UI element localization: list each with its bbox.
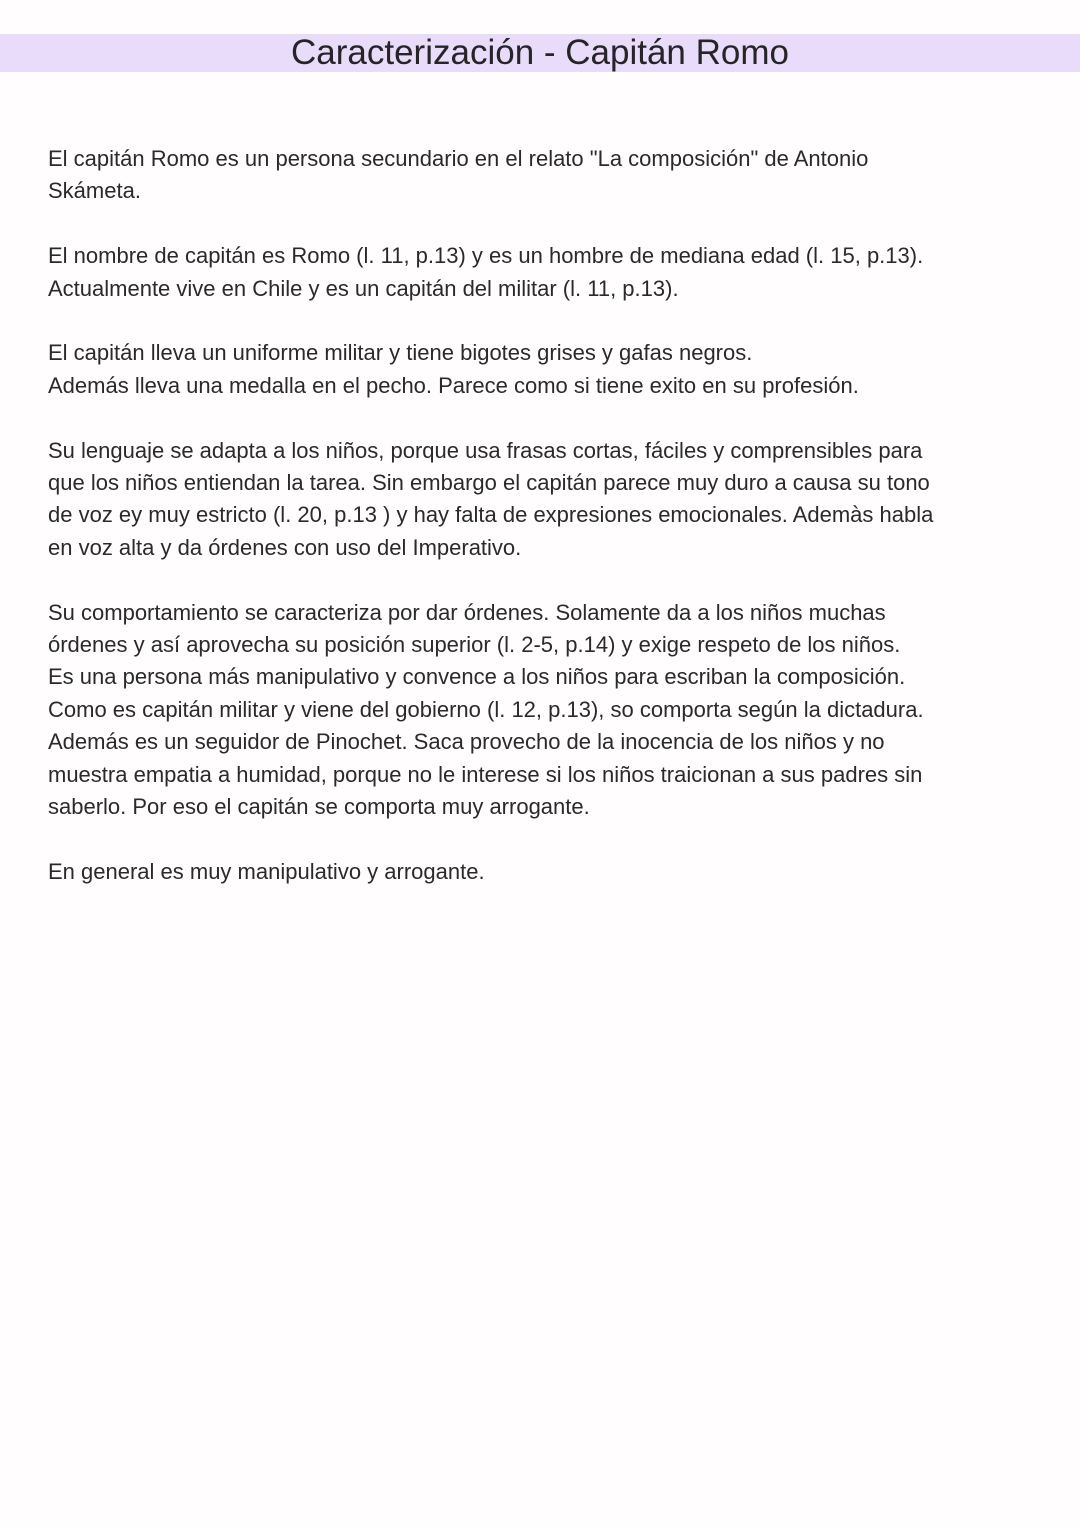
text-line: de voz ey muy estricto (l. 20, p.13 ) y hay falta de expresiones emocionales. Ademàs habla [48, 502, 934, 528]
text-line: En general es muy manipulativo y arrogante. [48, 858, 485, 884]
paragraph [48, 435, 1058, 565]
text-line: El nombre de capitán es Romo (l. 11, p.13) y es un hombre de mediana edad (l. 15, p.13). [48, 243, 924, 269]
document-body [48, 143, 1058, 921]
text-line: saberlo. Por eso el capitán se comporta muy arrogante. [48, 794, 590, 820]
page-title: Caracterización - Capitán Romo [291, 33, 789, 72]
text-line: El capitán Romo es un persona secundario en el relato "La composición" de Antonio [48, 146, 869, 171]
paragraph [48, 597, 1058, 824]
text-line: que los niños entiendan la tarea. Sin embargo el capitán parece muy duro a causa su tono [48, 470, 930, 496]
paragraph [48, 240, 1058, 305]
text-line: Su lenguaje se adapta a los niños, porque usa frasas cortas, fáciles y comprensibles para [48, 437, 923, 463]
text-line: Es una persona más manipulativo y convence a los niños para escriban la composición. [48, 664, 906, 690]
text-line: Además es un seguidor de Pinochet. Saca provecho de la inocencia de los niños y no [48, 729, 885, 755]
text-line: Como es capitán militar y viene del gobierno (l. 12, p.13), so comporta según la dictadura. [48, 696, 924, 722]
text-line: El capitán lleva un uniforme militar y tiene bigotes grises y gafas negros. [48, 340, 753, 366]
text-line: muestra empatia a humidad, porque no le interese si los niños traicionan a sus padres sin [48, 761, 923, 787]
paragraph [48, 856, 1058, 888]
text-line: en voz alta y da órdenes con uso del Imperativo. [48, 534, 522, 560]
text-line: Skámeta. [48, 178, 141, 204]
text-line: Además lleva una medalla en el pecho. Parece como si tiene exito en su profesión. [48, 372, 859, 398]
paragraph [48, 337, 1058, 402]
text-line: Actualmente vive en Chile y es un capitán del militar (l. 11, p.13). [48, 275, 679, 301]
text-line: órdenes y así aprovecha su posición superior (l. 2-5, p.14) y exige respeto de los niños. [48, 632, 901, 658]
paragraph [48, 143, 1058, 208]
text-line: Su comportamiento se caracteriza por dar órdenes. Solamente da a los niños muchas [48, 599, 886, 625]
